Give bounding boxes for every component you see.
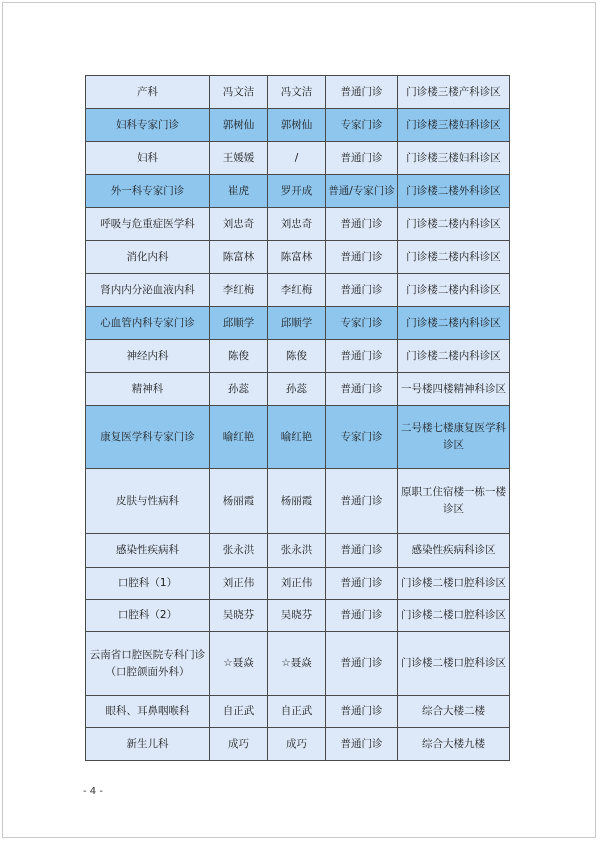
- department-cell-line: 神经内科: [126, 349, 169, 362]
- location-cell: [398, 696, 510, 728]
- doctor-cell: 崔虎: [210, 175, 268, 208]
- department-cell: [86, 406, 210, 469]
- department-cell-line: 云南省口腔医院专科门诊: [89, 648, 206, 661]
- department-cell: [86, 373, 210, 406]
- location-cell: [398, 76, 510, 109]
- department-cell: [86, 208, 210, 241]
- table-row: [86, 307, 510, 340]
- location-cell-line: 综合大楼九楼: [422, 737, 485, 750]
- clinic-type-cell: 普通门诊: [326, 142, 398, 175]
- location-cell-line: 门诊楼三楼产科诊区: [406, 85, 501, 98]
- table-row: [86, 208, 510, 241]
- doctor-cell: 李红梅: [210, 274, 268, 307]
- table-row: [86, 469, 510, 534]
- department-cell: [86, 632, 210, 696]
- doctor-cell: 喻红艳: [210, 406, 268, 469]
- location-cell-line: 门诊楼二楼内科诊区: [406, 283, 501, 296]
- location-cell: [398, 109, 510, 142]
- table-row: [86, 728, 510, 761]
- department-cell: [86, 109, 210, 142]
- doctor-cell: 邱顺学: [210, 307, 268, 340]
- department-cell-line: 产科: [137, 85, 158, 98]
- doctor-cell: 郭树仙: [210, 109, 268, 142]
- doctor-cell: 陈俊: [210, 340, 268, 373]
- department-cell-line: （口腔颌面外科）: [105, 665, 190, 678]
- table-row: [86, 632, 510, 696]
- department-cell-line: 口腔科（1）: [117, 577, 178, 589]
- clinic-type-cell: 普通门诊: [326, 600, 398, 632]
- location-cell-line: 一号楼四楼精神科诊区: [401, 382, 506, 395]
- doctor-cell: ☆聂焱: [210, 632, 268, 696]
- department-cell: [86, 241, 210, 274]
- location-cell: [398, 307, 510, 340]
- substitute-doctor-cell: 孙蕊: [268, 373, 326, 406]
- substitute-doctor-cell: /: [268, 142, 326, 175]
- table-row: [86, 534, 510, 568]
- department-cell: [86, 696, 210, 728]
- department-cell-line: 皮肤与性病科: [116, 494, 179, 507]
- location-cell: [398, 600, 510, 632]
- location-cell: [398, 534, 510, 568]
- department-cell-line: 康复医学科专家门诊: [100, 430, 195, 443]
- location-cell-line: 门诊楼二楼内科诊区: [406, 217, 501, 230]
- location-cell-line: 门诊楼二楼口腔科诊区: [401, 657, 506, 669]
- location-cell: [398, 274, 510, 307]
- location-cell: [398, 142, 510, 175]
- clinic-type-cell: 普通门诊: [326, 208, 398, 241]
- substitute-doctor-cell: 吴晓芬: [268, 600, 326, 632]
- department-cell: [86, 274, 210, 307]
- clinic-type-cell: 普通门诊: [326, 632, 398, 696]
- doctor-cell: 王媛媛: [210, 142, 268, 175]
- department-cell: [86, 142, 210, 175]
- department-cell: [86, 534, 210, 568]
- location-cell-line: 二号楼七楼康复医学科: [401, 422, 506, 434]
- doctor-cell: 孙蕊: [210, 373, 268, 406]
- substitute-doctor-cell: 冯文洁: [268, 76, 326, 109]
- location-cell-line: 门诊楼二楼外科诊区: [406, 184, 501, 197]
- doctor-cell: 陈富林: [210, 241, 268, 274]
- doctor-cell: 自正武: [210, 696, 268, 728]
- doctor-cell: 张永洪: [210, 534, 268, 568]
- table-row: [86, 142, 510, 175]
- location-cell: [398, 241, 510, 274]
- department-cell-line: 妇科: [137, 151, 158, 164]
- location-cell-line: 原职工住宿楼一栋一楼: [401, 486, 506, 498]
- location-cell-line: 诊区: [443, 439, 464, 451]
- table-row: [86, 696, 510, 728]
- department-cell-line: 精神科: [131, 382, 164, 395]
- location-cell-line: 门诊楼二楼内科诊区: [406, 250, 501, 263]
- department-cell-line: 外一科专家门诊: [110, 184, 185, 197]
- clinic-type-cell: 普通门诊: [326, 568, 398, 600]
- department-cell: [86, 469, 210, 534]
- clinic-type-cell: 普通门诊: [326, 469, 398, 534]
- department-cell: [86, 340, 210, 373]
- clinic-type-cell: 普通门诊: [326, 274, 398, 307]
- location-cell: [398, 728, 510, 761]
- substitute-doctor-cell: 邱顺学: [268, 307, 326, 340]
- table-row: [86, 109, 510, 142]
- table-row: [86, 340, 510, 373]
- location-cell-line: 门诊楼二楼内科诊区: [406, 349, 501, 362]
- clinic-type-cell: 普通门诊: [326, 534, 398, 568]
- clinic-schedule-table: [85, 75, 510, 761]
- department-cell: [86, 728, 210, 761]
- location-cell: [398, 632, 510, 696]
- substitute-doctor-cell: 刘正伟: [268, 568, 326, 600]
- location-cell-line: 门诊楼二楼口腔科诊区: [401, 577, 506, 589]
- clinic-type-cell: 普通门诊: [326, 340, 398, 373]
- table-row: [86, 241, 510, 274]
- location-cell: [398, 373, 510, 406]
- clinic-type-cell: 普通门诊: [326, 241, 398, 274]
- substitute-doctor-cell: 李红梅: [268, 274, 326, 307]
- department-cell-line: 心血管内科专家门诊: [100, 316, 195, 329]
- substitute-doctor-cell: 陈俊: [268, 340, 326, 373]
- clinic-type-cell: 普通门诊: [326, 76, 398, 109]
- department-cell-line: 眼科、耳鼻咽喉科: [105, 705, 190, 717]
- clinic-type-cell: 专家门诊: [326, 109, 398, 142]
- location-cell-line: 门诊楼三楼妇科诊区: [406, 118, 501, 131]
- clinic-type-cell: 专家门诊: [326, 406, 398, 469]
- location-cell-line: 感染性疾病科诊区: [411, 544, 496, 556]
- department-cell: [86, 175, 210, 208]
- doctor-cell: 杨丽霞: [210, 469, 268, 534]
- location-cell: [398, 406, 510, 469]
- substitute-doctor-cell: 杨丽霞: [268, 469, 326, 534]
- department-cell-line: 口腔科（2）: [117, 609, 178, 621]
- substitute-doctor-cell: 喻红艳: [268, 406, 326, 469]
- substitute-doctor-cell: 郭树仙: [268, 109, 326, 142]
- substitute-doctor-cell: ☆聂焱: [268, 632, 326, 696]
- substitute-doctor-cell: 自正武: [268, 696, 326, 728]
- department-cell: [86, 600, 210, 632]
- table-row: [86, 76, 510, 109]
- table-body: [86, 76, 510, 761]
- department-cell-line: 呼吸与危重症医学科: [100, 217, 195, 230]
- substitute-doctor-cell: 成巧: [268, 728, 326, 761]
- table-row: [86, 406, 510, 469]
- location-cell: [398, 568, 510, 600]
- clinic-type-cell: 普通门诊: [326, 696, 398, 728]
- substitute-doctor-cell: 张永洪: [268, 534, 326, 568]
- department-cell: [86, 76, 210, 109]
- location-cell-line: 诊区: [443, 503, 464, 515]
- substitute-doctor-cell: 罗开成: [268, 175, 326, 208]
- location-cell-line: 门诊楼三楼妇科诊区: [406, 151, 501, 164]
- location-cell: [398, 469, 510, 534]
- table-row: [86, 274, 510, 307]
- clinic-type-cell: 专家门诊: [326, 307, 398, 340]
- doctor-cell: 刘正伟: [210, 568, 268, 600]
- table-row: [86, 373, 510, 406]
- department-cell-line: 新生儿科: [126, 737, 169, 750]
- doctor-cell: 冯文洁: [210, 76, 268, 109]
- clinic-type-cell: 普通门诊: [326, 728, 398, 761]
- department-cell-line: 消化内科: [126, 250, 169, 263]
- substitute-doctor-cell: 陈富林: [268, 241, 326, 274]
- location-cell: [398, 208, 510, 241]
- substitute-doctor-cell: 刘忠奇: [268, 208, 326, 241]
- department-cell-line: 妇科专家门诊: [116, 118, 179, 131]
- clinic-type-cell: 普通/专家门诊: [326, 175, 398, 208]
- table-row: [86, 175, 510, 208]
- location-cell-line: 门诊楼二楼内科诊区: [406, 316, 501, 329]
- department-cell-line: 肾内内分泌血液内科: [100, 283, 195, 296]
- doctor-cell: 吴晓芬: [210, 600, 268, 632]
- location-cell-line: 综合大楼二楼: [422, 705, 485, 717]
- location-cell: [398, 340, 510, 373]
- doctor-cell: 成巧: [210, 728, 268, 761]
- location-cell-line: 门诊楼二楼口腔科诊区: [401, 609, 506, 621]
- table-row: [86, 568, 510, 600]
- page-number: - 4 -: [83, 786, 103, 797]
- table-row: [86, 600, 510, 632]
- department-cell: [86, 307, 210, 340]
- clinic-type-cell: 普通门诊: [326, 373, 398, 406]
- location-cell: [398, 175, 510, 208]
- department-cell-line: 感染性疾病科: [116, 544, 179, 556]
- doctor-cell: 刘忠奇: [210, 208, 268, 241]
- department-cell: [86, 568, 210, 600]
